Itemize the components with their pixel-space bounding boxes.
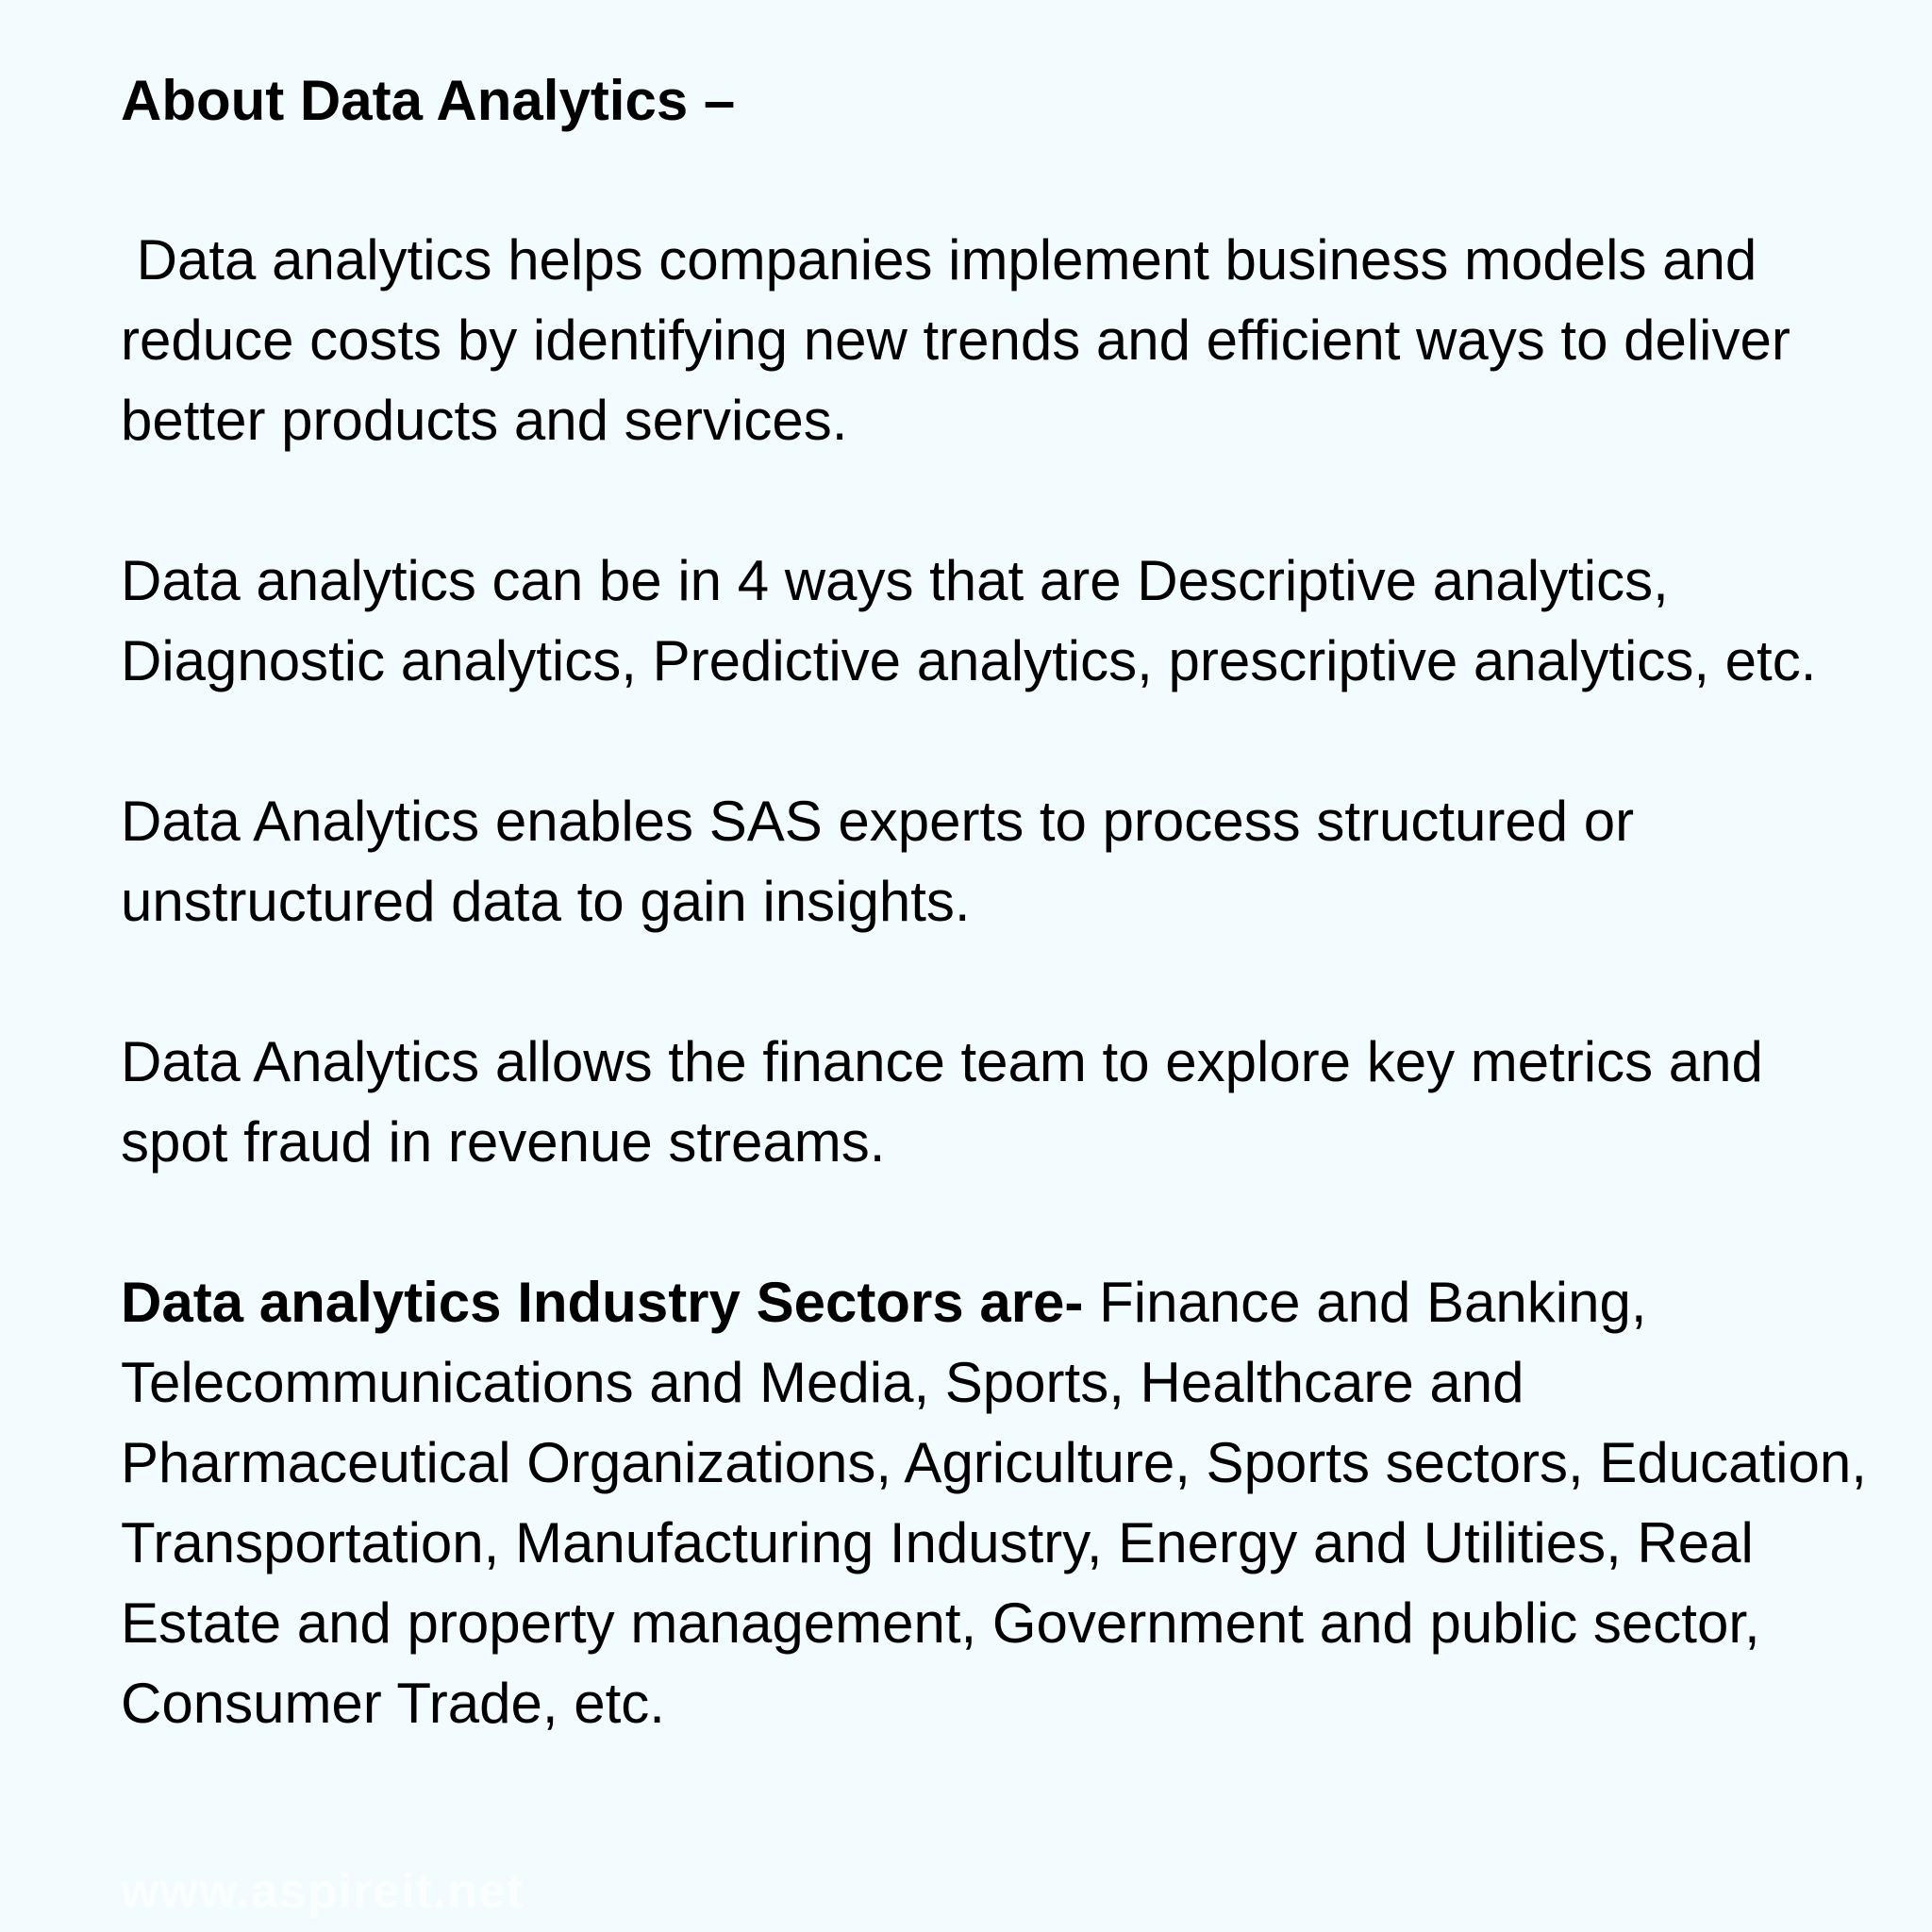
paragraph-business-models: Data analytics helps companies implement business models and reduce costs by identifying new trends and efficient ways to deliver better products and services. xyxy=(121,228,1807,452)
paragraph-industry-sectors xyxy=(121,1262,1875,1743)
industry-sectors-lead: Data analytics Industry Sectors are- xyxy=(121,1271,1084,1334)
paragraph-finance-team: Data Analytics allows the finance team to explore key metrics and spot fraud in revenue streams. xyxy=(121,1030,1763,1174)
paragraph-sas-experts: Data Analytics enables SAS experts to process structured or unstructured data to gain insights. xyxy=(121,790,1635,933)
industry-sectors-list: Finance and Banking, Telecommunications and Media, Sports, Healthcare and Pharmaceutical Organizations, Agriculture, Sports sectors, Education, Transportation, Manufacturing Industry, Energy and Utilities, Real Estate and property management, Government and public sector, Consumer Trade, etc. xyxy=(121,1271,1867,1735)
page-title: About Data Analytics – xyxy=(121,69,736,132)
document-body xyxy=(121,62,1875,1743)
paragraph-analytics-types: Data analytics can be in 4 ways that are Descriptive analytics, Diagnostic analytics, Predictive analytics, prescriptive analytics, etc. xyxy=(121,549,1817,692)
watermark-text: www.aspireit.net xyxy=(121,1864,525,1919)
